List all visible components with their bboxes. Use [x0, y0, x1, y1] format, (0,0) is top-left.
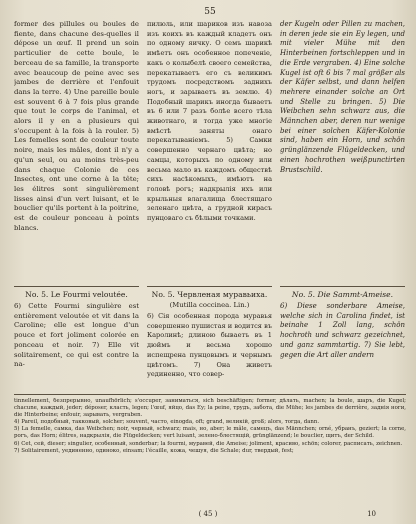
section-heading: No. 5. Le Fourmi veloutée.: [25, 290, 128, 299]
footnote: 5) La femelle, самка, das Weibchen; noir, черный, schwarz; mais, но, aber; le mâle, самецъ, das Männchen; orné, убранъ, geziert; la corne, рогъ, das Horn; élitres, надкрылія, die Flügeldecken; vert luisant, зелено-блестящій, grünglänzend; le bouclier, щитъ, der Schild.: [14, 426, 406, 440]
section-body: 6) Cette Fourmi singulière est entièrement veloutée et vit dans la Caroline; elle est longue d'un pouce et fort joliment colorée en ponceau et noir. 7) Elle vit solitairement, ce qui est contre la na-: [14, 302, 139, 369]
footnotes: [14, 398, 406, 486]
section-body: 6) Сія особенная порода муравья совершенно пушистая и водится въ Каролинѣ; длиною бываетъ въ 1 дюймъ и весьма хорошо испещрена пунцовымъ и чернымъ цвѣтомъ. 7) Она живетъ уединенно, что совер-: [147, 312, 272, 379]
column-russian: [147, 20, 272, 390]
section-body: 6) Diese sonderbare Ameise, welche sich in Carolina findet, ist beinahe 1 Zoll lang, schön hochroth und schwarz gezeichnet, und ganz sammtartig. 7) Sie lebt, gegen die Art aller andern: [280, 302, 405, 359]
divider: [147, 286, 272, 287]
page-footer: [0, 510, 416, 518]
page-number: 55: [204, 7, 216, 17]
section-heading: No. 5. Die Sammt-Ameise.: [291, 290, 394, 299]
footnote: 6) Cet, сей, dieser; singulier, особенный, sonderbar; la fourmi, муравей, die Ameise; joliment, красиво, schön; colorer, расписать, zeichnen.: [14, 440, 403, 447]
footnote-divider: [14, 394, 406, 395]
continuation-text: der Kugeln oder Pillen zu machen, in deren jede sie ein Ey legen, und mit vieler Mühe mit den Hinterbeinen fortschleppen und in die Erde vergraben. 4) Eine solche Kugel ist oft 6 bis 7 mal größer als der Käfer selbst, und dann helfen mehrere einander solche an Ort und Stelle zu bringen. 5) Die Weibchen sehn schwarz aus, die Männchen aber, deren nur wenige bei einer solchen Käfer-Kolonie sind, haben ein Horn, und schön grünglänzende Flügeldecken, und einen hochrothen weißpunctirten Brustschild.: [280, 20, 405, 174]
heading-latin-name: (Mutilla coccinea. Lin.): [169, 301, 250, 309]
footnote: tinnellement, безпрерывно, unaufhörlich; s'occuper, заниматься, sich beschäftigen; former, дѣлать, machen; la boule, шаръ, die Kugel; chacune, каждый, jeder; déposer, класть, legen; l'œuf, яйцо, das Ey; la peine, трудъ, забота, die Mühe; les jambes de derrière, заднія ноги, die Hinterbeine; enfouir, зарывать, vergraben.: [14, 398, 406, 419]
divider: [14, 286, 139, 287]
footnote: 4) Pareil, подобный, такковый, solcher; souvent, часто, einogda, oft; grand, великій, groß; alors, тогда, dann.: [14, 419, 320, 426]
section-heading: [147, 290, 272, 310]
signature-mark: 10: [367, 510, 376, 518]
column-french: [14, 20, 139, 390]
footer-mark: ( 45 ): [198, 510, 218, 518]
continuation-text: пилюль, или шариков изъ навоза изъ коихъ въ каждый кладетъ онъ по одному яичку. О семъ шарикѣ имѣетъ онъ особенное попеченіе, какъ о колыбелѣ своего семейства, перекатываетъ его съ великимъ трудомъ посредствомъ заднихъ ногъ, и зарываетъ въ землю. 4) Подобный шарикъ иногда бываетъ въ 6 или 7 разъ болѣе всего тѣла животнаго, и тогда уже многіе вмѣстѣ заняты онаго перекатываніемъ. 5) Самки совершенно чернаго цвѣта; но самцы, которыхъ по одному или весьма мало въ каждомъ обществѣ сихъ насѣкомыхъ, имѣютъ на головѣ рогъ; надкрылія ихъ или крыльныя влагалища блестящаго зеленаго цвѣта, а грудной кирасъ пунцоваго съ бѣлыми точками.: [147, 20, 272, 223]
divider: [280, 286, 405, 287]
column-german: [280, 20, 405, 390]
footnote: 7) Solitairement, уединенно, одиноко, einsam; l'écaille, кожа, чешуя, die Schale; dur, твердый, fest;: [14, 447, 294, 454]
heading-title: No. 5. Червленая муравьиха.: [151, 290, 268, 299]
continuation-text: former des pillules ou boules de fiente, dans chacune des-quelles il dépose un œuf. Il prend un soin particulier de cette boule, le berceau de sa famille, la transporte avec beaucoup de peine avec ses jambes de derrière et l'enfouit dans la terre. 4) Une pareille boule est souvent 6 à 7 fois plus grande que tout le corps de l'animal, et alors il y en a plusieurs qui s'occupent à la fois à la rouler. 5) Les femelles sont de couleur toute noire, mais les mâles, dont il n'y a qu'un seul, ou au moins très-peu dans chaque Colonie de ces Insectes, ont une corne à la tête; les élitres sont singulièrement lisses ainsi d'un vert luisant, et le bouclier qu'ils portent à la poitrine, est de couleur ponceau à points blancs.: [14, 20, 139, 232]
text-columns: [14, 20, 406, 390]
